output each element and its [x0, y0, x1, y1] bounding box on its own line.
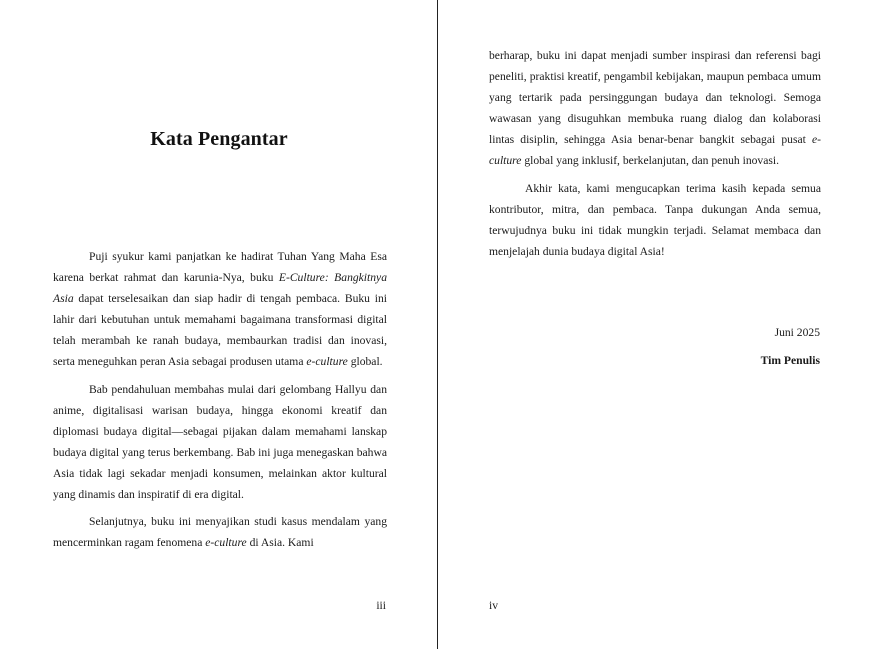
term-e-culture: e-culture: [489, 133, 821, 168]
signoff-date: Juni 2025: [774, 326, 820, 339]
left-page-body: [53, 246, 387, 559]
right-page-body: [489, 45, 821, 268]
paragraph-3-part-c: di Asia. Kami: [246, 536, 314, 550]
page-number-left: iii: [376, 599, 386, 612]
term-e-culture: e-culture: [306, 355, 348, 369]
paragraph-1-part-e: global.: [347, 355, 383, 369]
paragraph-1-part-a: Puji syukur kami panjatkan ke hadirat Tuhan Yang Maha Esa karena berkat rahmat dan karunia-Nya, buku: [53, 250, 387, 285]
paragraph-continued: [489, 45, 821, 172]
term-e-culture: e-culture: [205, 536, 247, 550]
right-page: [438, 0, 875, 649]
signoff-author: Tim Penulis: [760, 354, 820, 367]
paragraph-1-part-c: dapat terselesaikan dan siap hadir di tengah pembaca. Buku ini lahir dari kebutuhan untuk memahami bagaimana transformasi digital telah merambah ke ranah budaya, membaurkan tradisi dan inovasi, serta meneguhkan peran Asia sebagai produsen utama: [53, 292, 387, 369]
paragraph-3-part-a: Selanjutnya, buku ini menyajikan studi kasus mendalam yang mencerminkan ragam fenomena: [53, 515, 387, 550]
page-number-right: iv: [489, 599, 499, 612]
book-title-italic: E-Culture: Bangkitnya Asia: [53, 271, 387, 306]
chapter-title: Kata Pengantar: [150, 128, 288, 150]
paragraph-1: [53, 246, 387, 373]
paragraph-2: Bab pendahuluan membahas mulai dari gelombang Hallyu dan anime, digitalisasi warisan budaya, hingga ekonomi kreatif dan diplomasi budaya digital—sebagai pijakan dalam memahami lanskap budaya digital yang terus berkembang. Bab ini juga menegaskan bahwa Asia tidak lagi sekadar menjadi konsumen, melainkan aktor kultural yang dinamis dan inspiratif di era digital.: [53, 382, 387, 502]
paragraph-3: [53, 511, 387, 553]
paragraph-continued-part-a: berharap, buku ini dapat menjadi sumber inspirasi dan referensi bagi peneliti, praktisi kreatif, pengambil kebijakan, maupun pembaca umum yang tertarik pada persinggungan budaya dan teknologi. Semoga wawasan yang disuguhkan membuka ruang dialog dan kolaborasi lintas disiplin, sehingga Asia benar-benar bangkit sebagai pusat: [489, 49, 821, 147]
left-page: [0, 0, 437, 649]
closing-paragraph: Akhir kata, kami mengucapkan terima kasih kepada semua kontributor, mitra, dan pembaca. Tanpa dukungan Anda semua, terwujudnya buku ini tidak mungkin terjadi. Selamat membaca dan menjelajah dunia budaya digital Asia!: [489, 181, 821, 258]
paragraph-continued-part-c: global yang inklusif, berkelanjutan, dan penuh inovasi.: [521, 154, 780, 168]
